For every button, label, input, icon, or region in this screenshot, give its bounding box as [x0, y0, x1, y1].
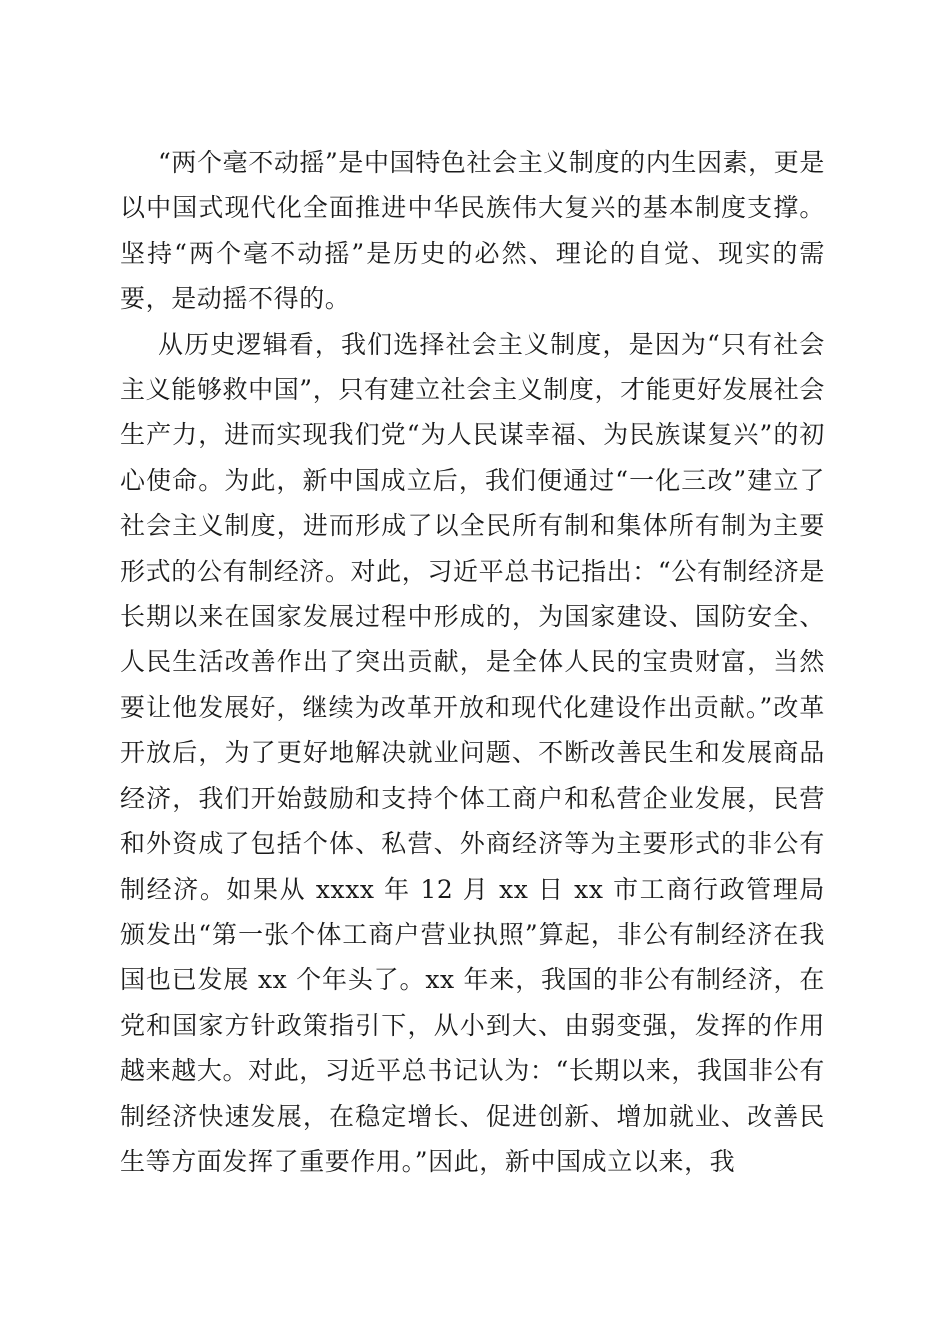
paragraph-historical-logic: 从历史逻辑看，我们选择社会主义制度，是因为“只有社会主义能够救中国”，只有建立社会主义制度，才能更好发展社会生产力，进而实现我们党“为人民谋幸福、为民族谋复兴”的初心使命。为此，新中国成立后，我们便通过“一化三改”建立了社会主义制度，进而形成了以全民所有制和集体所有制为主要形式的公有制经济。对此，习近平总书记指出：“公有制经济是长期以来在国家发展过程中形成的，为国家建设、国防安全、人民生活改善作出了突出贡献，是全体人民的宝贵财富，当然要让他发展好，继续为改革开放和现代化建设作出贡献。”改革开放后，为了更好地解决就业问题、不断改善民生和发展商品经济，我们开始鼓励和支持个体工商户和私营企业发展，民营和外资成了包括个体、私营、外商经济等为主要形式的非公有制经济。如果从 xxxx 年 12 月 xx 日 xx 市工商行政管理局颁发出“第一张个体工商户营业执照”算起，非公有制经济在我国也已发展 xx 个年头了。xx 年来，我国的非公有制经济，在党和国家方针政策指引下，从小到大、由弱变强，发挥的作用越来越大。对此，习近平总书记认为：“长期以来，我国非公有制经济快速发展，在稳定增长、促进创新、增加就业、改善民生等方面发挥了重要作用。”因此，新中国成立以来，我: [120, 329, 825, 1176]
paragraph-two-unwavering: “两个毫不动摇”是中国特色社会主义制度的内生因素，更是以中国式现代化全面推进中华民族伟大复兴的基本制度支撑。坚持“两个毫不动摇”是历史的必然、理论的自觉、现实的需要，是动摇不得的。: [120, 148, 825, 314]
document-body: [120, 140, 825, 1184]
